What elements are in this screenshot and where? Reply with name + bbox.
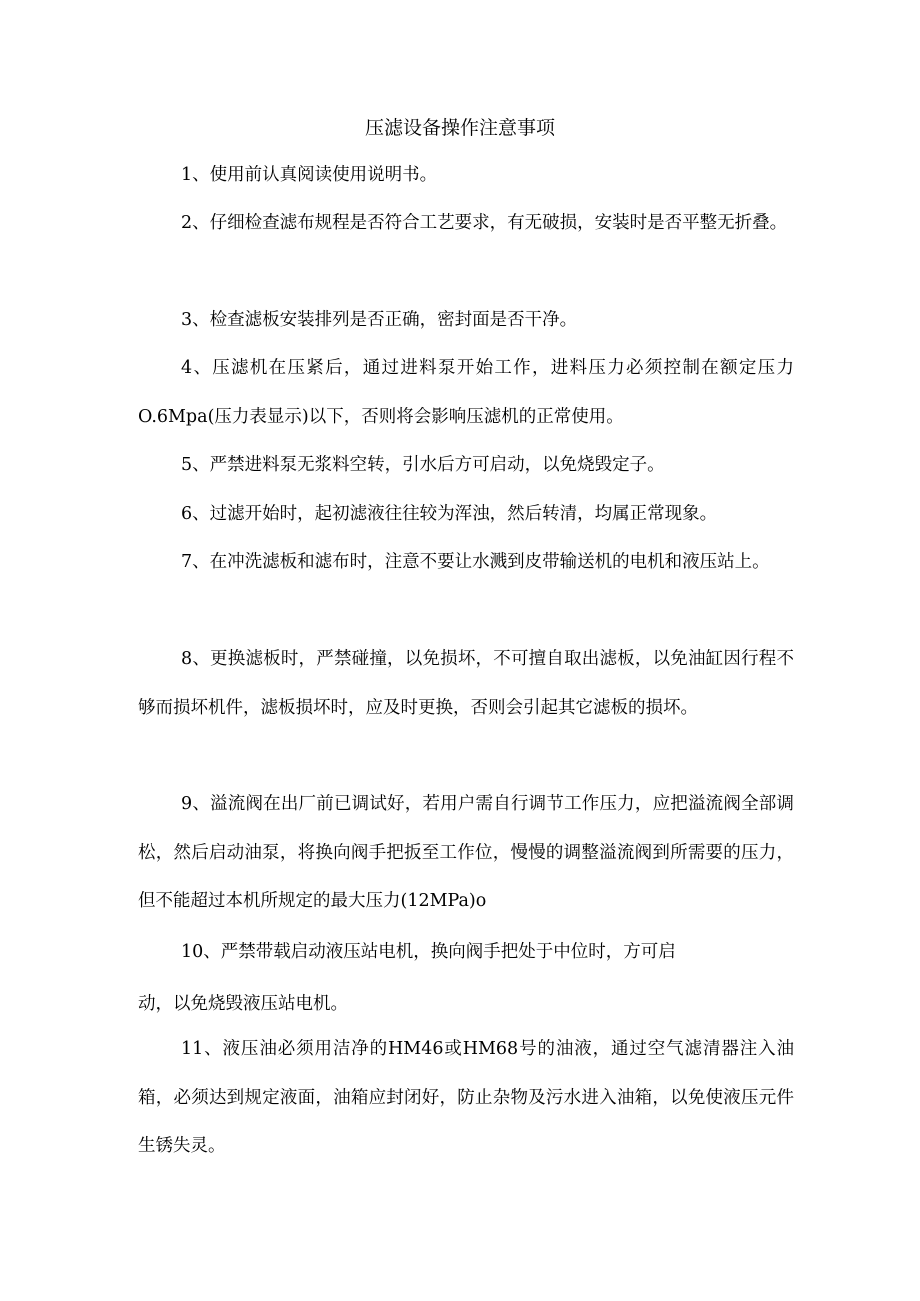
paragraph-item-4: 4、压滤机在压紧后，通过进料泵开始工作，进料压力必须控制在额定压力O.6Mpa(压力表显示)以下，否则将会影响压滤机的正常使用。 bbox=[138, 358, 794, 427]
paragraph-item-2: 2、仔细检查滤布规程是否符合工艺要求，有无破损，安装时是否平整无折叠。 bbox=[181, 213, 788, 233]
document-title: 压滤设备操作注意事项 bbox=[364, 117, 555, 139]
paragraph-item-3: 3、检查滤板安装排列是否正确，密封面是否干净。 bbox=[181, 310, 578, 330]
paragraph-item-10-line-1: 10、严禁带载启动液压站电机，换向阀手把处于中位时，方可启 bbox=[181, 942, 676, 962]
paragraph-item-8: 8、更换滤板时，严禁碰撞，以免损坏，不可擅自取出滤板，以免油缸因行程不够而损坏机件，滤板损坏时，应及时更换，否则会引起其它滤板的损坏。 bbox=[138, 649, 794, 718]
paragraph-item-1: 1、使用前认真阅读使用说明书。 bbox=[181, 165, 438, 185]
paragraph-item-11: 11、液压油必须用洁净的HM46或HM68号的油液，通过空气滤清器注入油箱，必须达到规定液面，油箱应封闭好，防止杂物及污水进入油箱，以免使液压元件生锈失灵。 bbox=[138, 1039, 794, 1157]
paragraph-item-9: 9、溢流阀在出厂前已调试好，若用户需自行调节工作压力，应把溢流阀全部调松，然后启动油泵，将换向阀手把扳至工作位，慢慢的调整溢流阀到所需要的压力，但不能超过本机所规定的最大压力(12MPa)o bbox=[138, 794, 794, 912]
paragraph-item-5: 5、严禁进料泵无浆料空转，引水后方可启动，以免烧毁定子。 bbox=[181, 455, 665, 475]
paragraph-item-7: 7、在冲洗滤板和滤布时，注意不要让水溅到皮带输送机的电机和液压站上。 bbox=[181, 552, 770, 572]
paragraph-item-6: 6、过滤开始时，起初滤液往往较为浑浊，然后转清，均属正常现象。 bbox=[181, 504, 718, 524]
paragraph-item-10-line-2: 动，以免烧毁液压站电机。 bbox=[138, 994, 348, 1014]
